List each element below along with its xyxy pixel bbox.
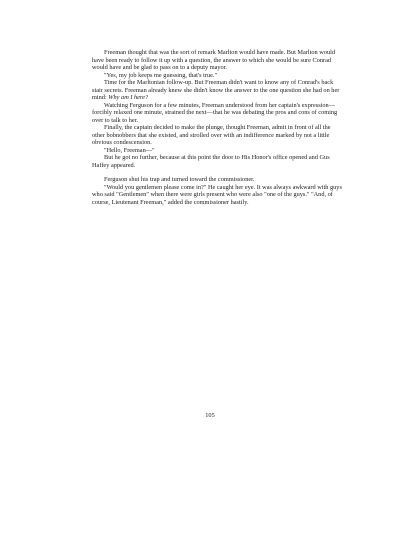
paragraph: Freeman thought that was the sort of remark Marlton would have made. But Marlton would have been ready to follow it up with a question, the answer to which she would be sure Conrad would have and be glad to pass on to a deputy mayor. xyxy=(92,49,336,71)
paragraph: "Hello, Freeman—" xyxy=(104,146,155,154)
paragraph: "Yes, my job keeps me guessing, that's true." xyxy=(104,71,218,79)
paragraph: Watching Ferguson for a few minutes, Freeman understood from her captain's expression—forcibly relaxed one minute, strained the next—that he was debating the pros and cons of coming over to talk to her. xyxy=(92,101,338,124)
paragraph: "Would you gentlemen please come in?" He caught her eye. It was always awkward with guys who said "Gentlemen" when there were girls present who were also "one of the guys." "And, of course, Lieutenant Freeman," added the commissioner hastily. xyxy=(92,183,342,206)
page-number: 105 xyxy=(205,412,215,419)
italic-question: Why am I here? xyxy=(108,94,149,101)
paragraph: Ferguson shut his trap and turned toward the commissioner. xyxy=(104,176,255,183)
body-text xyxy=(92,49,342,206)
paragraph: Finally, the captain decided to make the plunge, thought Freeman, admit in front of all the other bobnobbers that she existed, and strolled over with an indifference marked by not a little obvious condescension. xyxy=(92,124,331,146)
paragraph-text: Time for the Marltonian follow-up. But Freeman didn't want to know any of Conrad's back stair secrets. Freeman already knew she didn't know the answer to the one question she had on her mind: xyxy=(92,79,340,101)
paragraph: But he got no further, because at this point the door to His Honor's office opened and Gus Haffey appeared. xyxy=(92,154,330,169)
paragraph xyxy=(92,79,342,102)
paragraph-gap xyxy=(92,169,342,176)
